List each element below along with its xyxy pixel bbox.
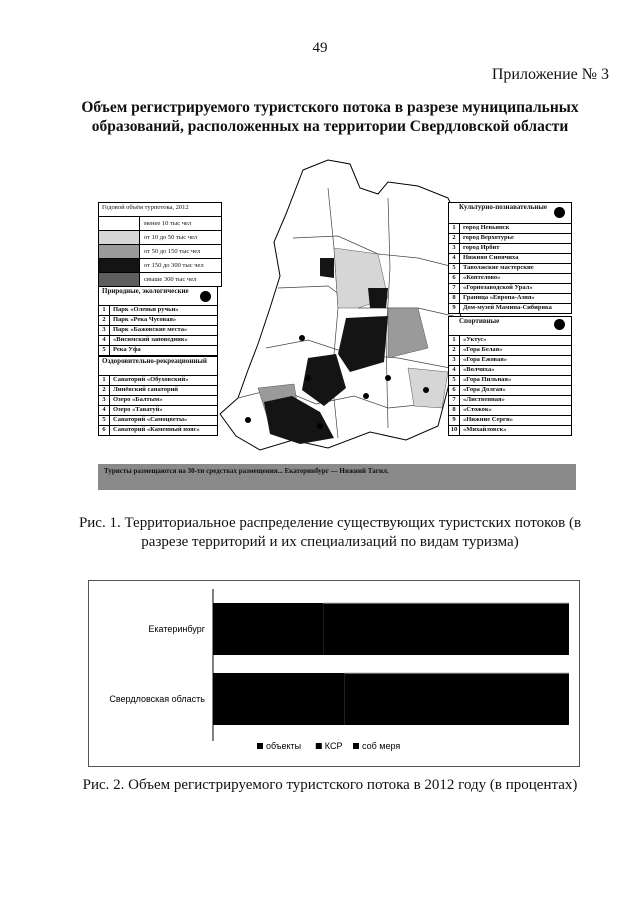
culture-legend-title xyxy=(449,203,571,223)
legend-item-text: «Гора Белая» xyxy=(463,346,503,353)
legend-item xyxy=(449,355,571,365)
bar-segment xyxy=(323,603,569,655)
legend-item-text: «Стожок» xyxy=(463,406,492,413)
legend-item xyxy=(449,375,571,385)
legend-item xyxy=(449,335,571,345)
sport-dot-icon xyxy=(554,319,565,330)
legend-item-num: 8 xyxy=(449,406,460,415)
legend-item-text: «Лиственная» xyxy=(463,396,505,403)
sport-legend-title xyxy=(449,317,571,335)
legend-item xyxy=(449,243,571,253)
nature-legend-title-text: Природные, экологические xyxy=(102,287,189,295)
legend-item-num: 5 xyxy=(99,346,110,355)
volume-swatch-over-300 xyxy=(99,273,140,286)
legend-item-text: «Михайловск» xyxy=(463,426,507,433)
legend-item xyxy=(99,335,217,345)
legend-item-num: 5 xyxy=(99,416,110,425)
legend-item-text: «Волчиха» xyxy=(463,366,495,373)
legend-item-text: Санаторий «Обуховский» xyxy=(113,376,189,383)
volume-row xyxy=(99,230,221,244)
legend-item-num: 9 xyxy=(449,416,460,425)
legend-item-num: 7 xyxy=(449,284,460,293)
legend-label: соб меря xyxy=(362,741,401,751)
legend-item xyxy=(449,253,571,263)
bar-segment xyxy=(345,673,569,725)
stacked-bar-chart xyxy=(89,581,579,766)
health-legend-title xyxy=(99,357,217,375)
legend-item xyxy=(449,263,571,273)
legend-item-text: город Ирбит xyxy=(463,244,500,251)
document-title: Объем регистрируемого туристского потока в разрезе муниципальных образований, расположенных на территории Свердловской области xyxy=(81,99,579,135)
legend-item-num: 4 xyxy=(449,254,460,263)
legend-item-text: «Горнозаводской Урал» xyxy=(463,284,533,291)
legend-item xyxy=(449,233,571,243)
legend-item-text: «Гора Долгая» xyxy=(463,386,506,393)
volume-legend xyxy=(98,202,222,287)
legend-item-text: город Верхотурье xyxy=(463,234,514,241)
legend-item xyxy=(449,415,571,425)
volume-label: свыше 300 тыс чел xyxy=(144,276,197,283)
legend-item-num: 10 xyxy=(449,426,460,435)
legend-item xyxy=(99,325,217,335)
legend-item-num: 3 xyxy=(449,356,460,365)
legend-item xyxy=(99,405,217,415)
volume-row xyxy=(99,244,221,258)
legend-item-num: 1 xyxy=(449,336,460,345)
legend-item xyxy=(449,345,571,355)
legend-item xyxy=(99,395,217,405)
legend-item xyxy=(99,305,217,315)
legend-swatch xyxy=(257,743,263,749)
legend-swatch xyxy=(353,743,359,749)
page-number: 49 xyxy=(312,40,328,56)
legend-item xyxy=(449,273,571,283)
legend-item-num: 2 xyxy=(99,316,110,325)
legend-item-text: Санаторий «Самоцветы» xyxy=(113,416,188,423)
legend-item-text: Парк «Оленьи ручьи» xyxy=(113,306,179,313)
volume-row xyxy=(99,272,221,286)
legend-label: объекты xyxy=(266,741,302,751)
legend-item xyxy=(99,345,217,355)
volume-legend-header: Годовой объём турпотока, 2012 xyxy=(102,204,189,211)
map-figure xyxy=(88,158,578,498)
legend-item xyxy=(449,405,571,415)
volume-label: менее 10 тыс чел xyxy=(144,220,192,227)
legend-item xyxy=(449,385,571,395)
legend-item-text: Парк «Бажовские места» xyxy=(113,326,188,333)
bar-segment xyxy=(213,673,345,725)
legend-item-num: 3 xyxy=(99,396,110,405)
figure-2-caption: Рис. 2. Объем регистрируемого туристского потока в 2012 году (в процентах) xyxy=(82,777,578,793)
legend-item-num: 1 xyxy=(99,376,110,385)
legend-item-text: Дом-музей Мамина-Сибиряка xyxy=(463,304,552,311)
legend-item-num: 4 xyxy=(449,366,460,375)
legend-item-num: 2 xyxy=(99,386,110,395)
culture-legend-title-text: Культурно-познавательные xyxy=(459,203,547,211)
legend-item-text: Парк «Река Чусовая» xyxy=(113,316,177,323)
legend-item-text: «Уктус» xyxy=(463,336,487,343)
legend-item xyxy=(449,425,571,435)
legend-item xyxy=(99,415,217,425)
legend-item xyxy=(449,303,571,313)
sport-legend-title-text: Спортивные xyxy=(459,317,500,325)
legend-item-text: Линёвский санаторий xyxy=(113,386,179,393)
chart-frame xyxy=(88,580,580,767)
health-legend xyxy=(98,356,218,436)
legend-item-num: 6 xyxy=(99,426,110,435)
legend-item-text: «Гора Ежовая» xyxy=(463,356,508,363)
legend-item-text: «Гора Пильная» xyxy=(463,376,512,383)
legend-item-text: Граница «Европа-Азия» xyxy=(463,294,535,301)
legend-item-text: «Нижние Серги» xyxy=(463,416,513,423)
map-banner: Туристы размещаются на 30-ти средствах размещения... Екатеринбург — Нижний Тагил. xyxy=(98,464,576,490)
legend-item-text: «Висимский заповедник» xyxy=(113,336,188,343)
legend-item-num: 4 xyxy=(99,406,110,415)
legend-label: КСР xyxy=(324,741,343,751)
legend-item-num: 3 xyxy=(99,326,110,335)
volume-row xyxy=(99,258,221,272)
legend-item-text: Река Уфа xyxy=(113,346,141,353)
health-legend-title-text: Оздоровительно-рекреационный xyxy=(102,357,207,365)
volume-swatch-150-300 xyxy=(99,259,140,272)
legend-item-text: Нижняя Синячиха xyxy=(463,254,519,261)
legend-swatch xyxy=(316,743,322,749)
legend-item-text: Таволжские мастерские xyxy=(463,264,534,271)
legend-item-num: 2 xyxy=(449,346,460,355)
figure-1-caption: Рис. 1. Территориальное распределение существующих туристских потоков (в разрезе территорий и их специализаций по видам туризма) xyxy=(78,515,582,550)
nature-legend-title xyxy=(99,287,217,305)
legend-item xyxy=(449,395,571,405)
legend-item xyxy=(99,425,217,435)
nature-legend xyxy=(98,286,218,356)
nature-dot-icon xyxy=(200,291,211,302)
bar-segment xyxy=(213,603,323,655)
legend-item-num: 6 xyxy=(449,274,460,283)
legend-item-text: город Невьянск xyxy=(463,224,510,231)
volume-label: от 10 до 50 тыс чел xyxy=(144,234,198,241)
legend-item-num: 2 xyxy=(449,234,460,243)
legend-item xyxy=(449,223,571,233)
legend-item xyxy=(449,293,571,303)
legend-item-text: Озеро «Таватуй» xyxy=(113,406,163,413)
legend-item-num: 3 xyxy=(449,244,460,253)
category-label: Екатеринбург xyxy=(148,624,205,634)
legend-item xyxy=(449,283,571,293)
sport-legend xyxy=(448,316,572,436)
legend-item-text: Санаторий «Каменный пояс» xyxy=(113,426,200,433)
volume-swatch-50-150 xyxy=(99,245,140,258)
legend-item-num: 4 xyxy=(99,336,110,345)
category-label: Свердловская область xyxy=(109,694,205,704)
legend-item xyxy=(99,315,217,325)
legend-item-num: 5 xyxy=(449,376,460,385)
legend-item-num: 1 xyxy=(449,224,460,233)
appendix-label: Приложение № 3 xyxy=(491,66,609,83)
culture-legend xyxy=(448,202,572,314)
legend-item-num: 1 xyxy=(99,306,110,315)
legend-item-num: 5 xyxy=(449,264,460,273)
volume-label: от 150 до 300 тыс чел xyxy=(144,262,204,269)
volume-swatch-10-50 xyxy=(99,231,140,244)
legend-item-num: 8 xyxy=(449,294,460,303)
legend-item xyxy=(99,375,217,385)
volume-swatch-under-10 xyxy=(99,217,140,230)
legend-item-text: Озеро «Балтым» xyxy=(113,396,163,403)
legend-item-num: 7 xyxy=(449,396,460,405)
legend-item-text: «Коптелово» xyxy=(463,274,501,281)
legend-item xyxy=(99,385,217,395)
volume-row xyxy=(99,216,221,230)
legend-item-num: 6 xyxy=(449,386,460,395)
legend-item-num: 9 xyxy=(449,304,460,313)
volume-label: от 50 до 150 тыс чел xyxy=(144,248,201,255)
culture-dot-icon xyxy=(554,207,565,218)
legend-item xyxy=(449,365,571,375)
